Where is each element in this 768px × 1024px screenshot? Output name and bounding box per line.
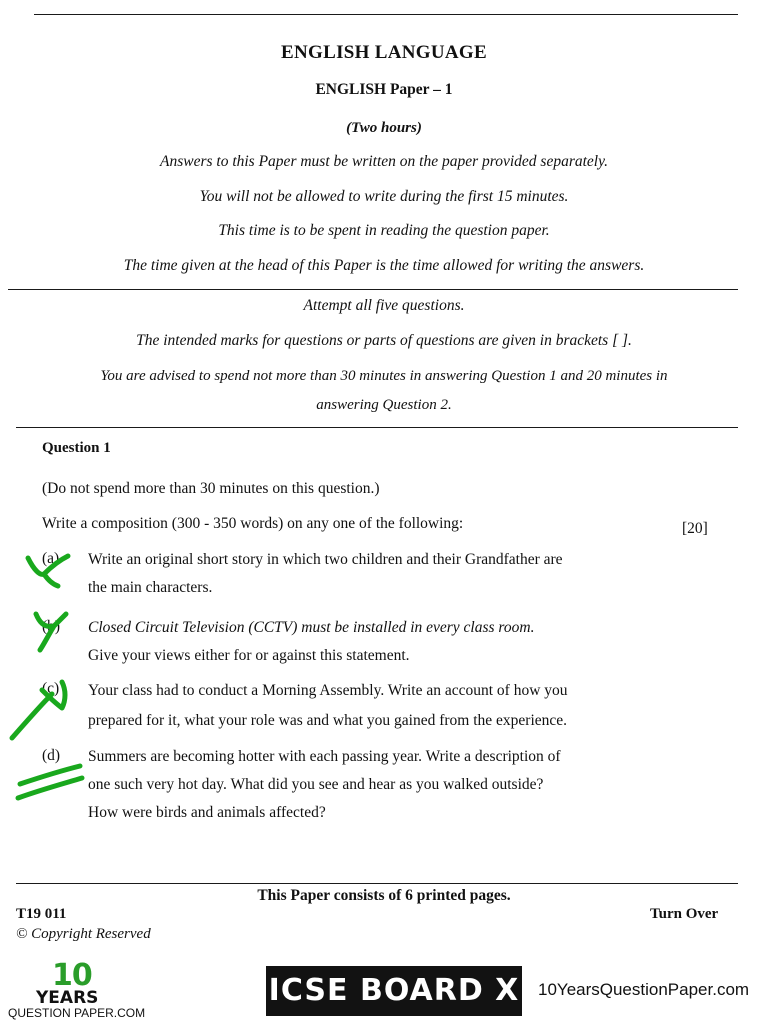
- instruction-1: Answers to this Paper must be written on the paper provided separately.: [159, 153, 609, 170]
- paper-title: ENGLISH LANGUAGE: [281, 42, 487, 63]
- check-mark-a-icon: [28, 556, 68, 586]
- question-1-note: (Do not spend more than 30 minutes on this question.): [42, 480, 380, 497]
- check-mark-b-icon: [36, 614, 66, 650]
- question-1-prompt: Write a composition (300 - 350 words) on any one of the following:: [42, 515, 464, 532]
- copyright-note: © Copyright Reserved: [16, 926, 151, 942]
- instruction-4: The time given at the head of this Paper is the time allowed for writing the answers.: [123, 257, 645, 274]
- attempt-line-4: answering Question 2.: [316, 397, 452, 413]
- option-b-line-2: Give your views either for or against this statement.: [88, 647, 410, 664]
- logo-years: YEARS: [36, 988, 99, 1008]
- option-b-label: (b): [42, 618, 61, 635]
- logo-subtitle: QUESTION PAPER.COM: [8, 1006, 146, 1020]
- option-c-line-1: Your class had to conduct a Morning Assembly. Write an account of how you: [88, 682, 568, 699]
- pages-note: This Paper consists of 6 printed pages.: [257, 887, 511, 904]
- option-a-line-1: Write an original short story in which two children and their Grandfather are: [88, 551, 563, 568]
- option-d-line-1: Summers are becoming hotter with each passing year. Write a description of: [88, 748, 561, 765]
- question-1-marks: [20]: [682, 520, 708, 537]
- attempt-line-1: Attempt all five questions.: [303, 297, 465, 314]
- paper-subtitle: ENGLISH Paper – 1: [315, 81, 453, 98]
- question-1-heading: Question 1: [42, 440, 111, 456]
- website-link[interactable]: 10YearsQuestionPaper.com: [538, 980, 750, 999]
- instruction-3: This time is to be spent in reading the question paper.: [218, 222, 550, 239]
- attempt-line-2: The intended marks for questions or parts of questions are given in brackets [ ].: [136, 332, 632, 349]
- turn-over-label: Turn Over: [650, 906, 719, 922]
- board-badge: ICSE BOARD X: [266, 966, 522, 1016]
- attempt-line-3: You are advised to spend not more than 30 minutes in answering Question 1 and 20 minutes in: [100, 368, 668, 384]
- paper-code: T19 011: [16, 906, 67, 922]
- check-mark-c-icon: [12, 682, 65, 738]
- option-d-line-3: How were birds and animals affected?: [88, 804, 326, 821]
- option-d-label: (d): [42, 747, 61, 764]
- option-b-line-1: Closed Circuit Television (CCTV) must be installed in every class room.: [88, 619, 535, 636]
- option-c-line-2: prepared for it, what your role was and what you gained from the experience.: [88, 712, 568, 729]
- double-line-d-icon: [18, 766, 82, 798]
- instruction-2: You will not be allowed to write during the first 15 minutes.: [199, 188, 569, 205]
- option-a-label: (a): [42, 550, 60, 567]
- logo-number: 10: [52, 958, 92, 993]
- option-a-line-2: the main characters.: [88, 579, 213, 596]
- paper-duration: (Two hours): [346, 120, 422, 136]
- option-c-label: (c): [42, 680, 60, 697]
- option-d-line-2: one such very hot day. What did you see and hear as you walked outside?: [88, 776, 544, 793]
